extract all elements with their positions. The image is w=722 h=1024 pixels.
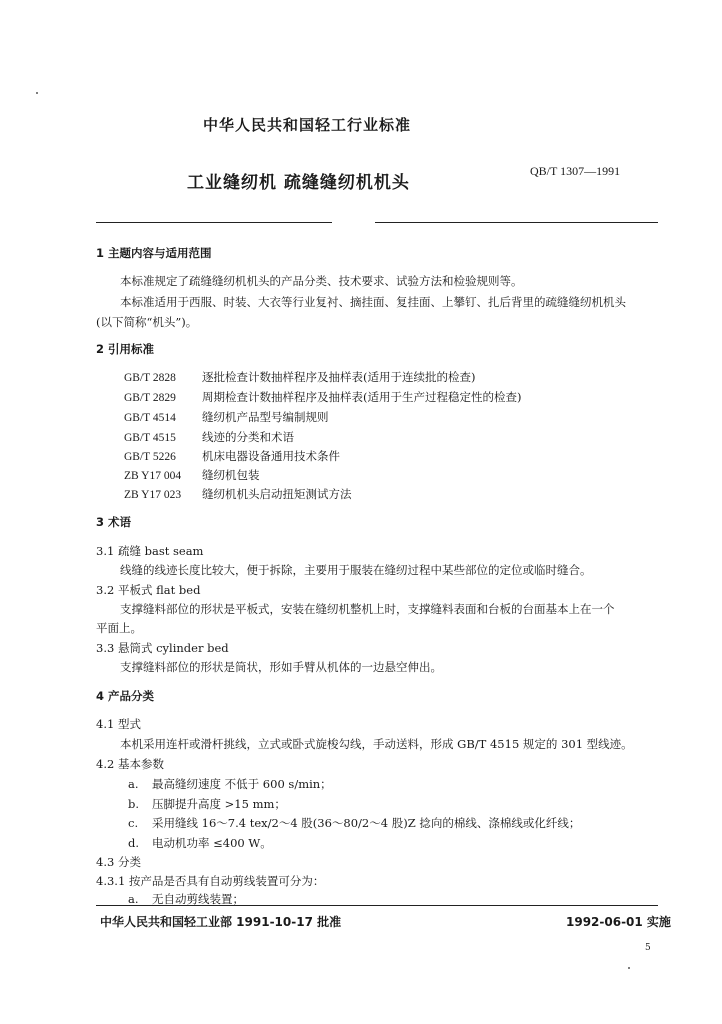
reference-title: 机床电器设备通用技术条件 xyxy=(202,449,340,463)
reference-title: 周期检查计数抽样程序及抽样表(适用于生产过程稳定性的检查) xyxy=(202,390,522,404)
section-1-paragraph-2: 本标准适用于西服、时装、大衣等行业复衬、摘挂面、复挂面、上攀钉、扎后背里的疏缝缝纫机机头 xyxy=(120,295,626,309)
classification-mark: a. xyxy=(128,892,139,906)
reference-item xyxy=(124,467,260,483)
parameter-item xyxy=(128,776,332,792)
section-1-paragraph-1: 本标准规定了疏缝缝纫机机头的产品分类、技术要求、试验方法和检验规则等。 xyxy=(120,274,523,288)
term-3-1-heading: 3.1 疏缝 bast seam xyxy=(96,544,204,558)
term-3-3-body: 支撑缝料部位的形状是筒状，形如手臂从机体的一边悬空伸出。 xyxy=(120,660,442,674)
parameter-item xyxy=(128,796,286,812)
parameter-text: 采用缝线 16～7.4 tex/2～4 股(36～80/2～4 股)Z 捻向的棉线、涤棉线或化纤线； xyxy=(152,816,581,830)
term-3-2-body-cont: 平面上。 xyxy=(96,621,142,635)
clause-4-2-heading: 4.2 基本参数 xyxy=(96,757,164,771)
term-3-2-heading: 3.2 平板式 flat bed xyxy=(96,583,201,597)
reference-item xyxy=(124,429,294,445)
reference-title: 逐批检查计数抽样程序及抽样表(适用于连续批的检查) xyxy=(202,370,476,384)
reference-code: ZB Y17 023 xyxy=(124,489,182,501)
parameter-text: 压脚提升高度 >15 mm； xyxy=(152,797,286,811)
document-title: 工业缝纫机 疏缝缝纫机机头 xyxy=(187,173,410,193)
reference-item xyxy=(124,389,521,405)
reference-code: GB/T 4514 xyxy=(124,412,176,424)
reference-code: ZB Y17 004 xyxy=(124,470,182,482)
header-rule-left xyxy=(96,222,332,223)
approval-line: 中华人民共和国轻工业部 1991-10-17 批准 xyxy=(100,915,342,929)
reference-item xyxy=(124,369,475,385)
clause-4-1-body: 本机采用连杆或滑杆挑线，立式或卧式旋梭勾线，手动送料，形成 GB/T 4515 规定的 301 型线迹。 xyxy=(120,737,633,751)
term-3-1-body: 线缝的线迹长度比较大，便于拆除，主要用于服装在缝纫过程中某些部位的定位或临时缝合。 xyxy=(120,563,592,577)
classification-text: 无自动剪线装置； xyxy=(152,892,244,906)
scan-speck xyxy=(628,967,630,969)
parameter-mark: a. xyxy=(128,777,139,791)
parameter-text: 最高缝纫速度 不低于 600 s/min； xyxy=(152,777,332,791)
section-2-heading: 2 引用标准 xyxy=(96,342,155,356)
reference-item xyxy=(124,486,352,502)
parameter-mark: c. xyxy=(128,816,139,830)
reference-item xyxy=(124,409,329,425)
section-1-heading: 1 主题内容与适用范围 xyxy=(96,246,212,260)
parameter-mark: b. xyxy=(128,797,140,811)
reference-code: GB/T 2828 xyxy=(124,372,176,384)
term-3-3-heading: 3.3 悬筒式 cylinder bed xyxy=(96,641,229,655)
page-number: 5 xyxy=(645,943,651,953)
section-3-heading: 3 术语 xyxy=(96,515,132,529)
reference-title: 缝纫机机头启动扭矩测试方法 xyxy=(202,487,352,501)
clause-4-3-1-heading: 4.3.1 按产品是否具有自动剪线装置可分为： xyxy=(96,874,325,888)
section-1-paragraph-2-cont: (以下简称“机头”)。 xyxy=(96,315,198,329)
parameter-text: 电动机功率 ≤400 W。 xyxy=(152,836,272,850)
section-4-heading: 4 产品分类 xyxy=(96,689,155,703)
reference-item xyxy=(124,448,340,464)
reference-code: GB/T 2829 xyxy=(124,392,176,404)
standard-code: QB/T 1307—1991 xyxy=(530,164,621,178)
footer-rule xyxy=(96,905,658,906)
clause-4-3-heading: 4.3 分类 xyxy=(96,855,141,869)
reference-code: GB/T 4515 xyxy=(124,432,176,444)
reference-title: 缝纫机包装 xyxy=(202,468,260,482)
reference-title: 缝纫机产品型号编制规则 xyxy=(202,410,329,424)
header-rule-right xyxy=(375,222,658,223)
term-3-2-body: 支撑缝料部位的形状是平板式，安装在缝纫机整机上时，支撑缝料表面和台板的台面基本上在一个 xyxy=(120,602,615,616)
reference-title: 线迹的分类和术语 xyxy=(202,430,294,444)
parameter-mark: d. xyxy=(128,836,140,850)
scan-speck xyxy=(36,92,38,94)
implementation-date: 1992-06-01 实施 xyxy=(566,915,671,929)
parameter-item xyxy=(128,815,580,831)
parameter-item xyxy=(128,835,272,851)
clause-4-1-heading: 4.1 型式 xyxy=(96,717,141,731)
reference-code: GB/T 5226 xyxy=(124,451,176,463)
issuing-organization: 中华人民共和国轻工行业标准 xyxy=(203,116,412,134)
